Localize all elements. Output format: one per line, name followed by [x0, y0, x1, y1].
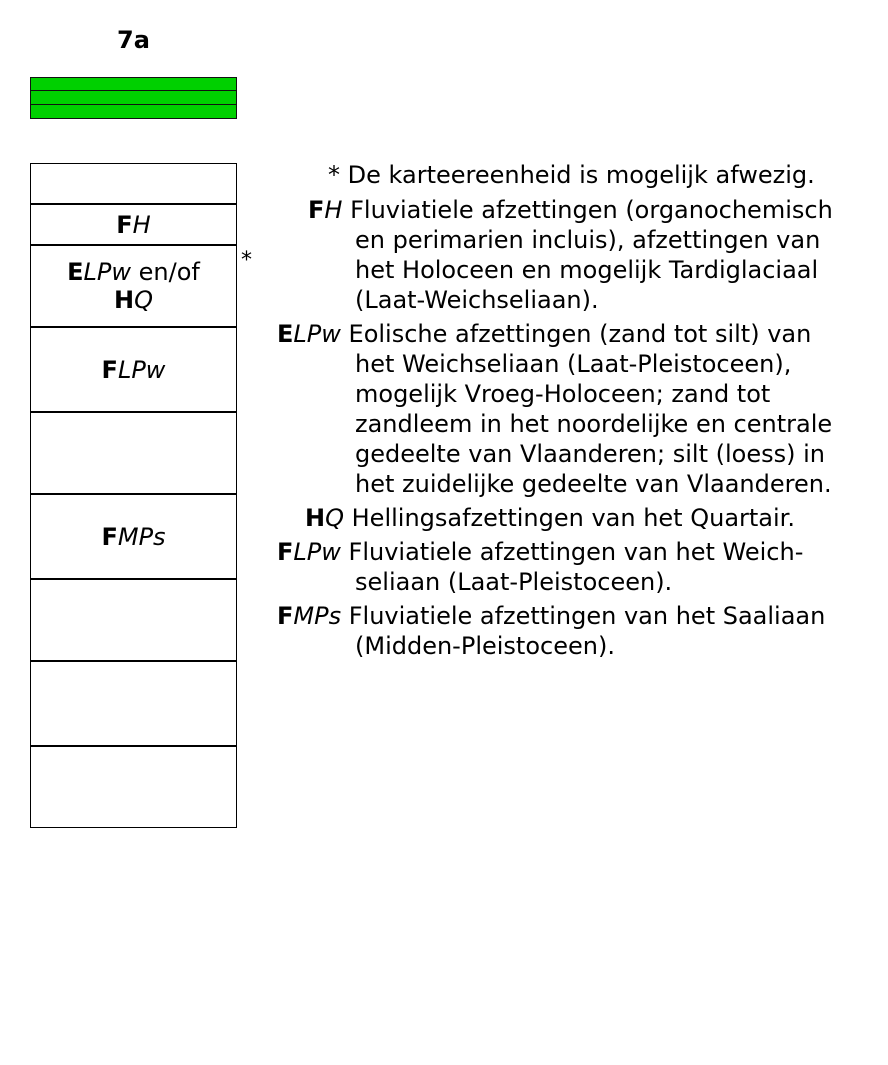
legend-4-line-0: Fluviatiele afzettingen van het Weich-	[348, 538, 804, 566]
legend-0-code: *	[328, 161, 340, 189]
layer-flpw-bold: F	[101, 355, 118, 384]
layer-hq-italic: Q	[134, 286, 153, 314]
legend-1-line-0: Fluviatiele afzettingen (organochemisch	[350, 196, 833, 224]
legend-2-line-5: het zuidelijke gedeelte van Vlaanderen.	[355, 470, 832, 498]
legend-4-bold: F	[277, 538, 294, 566]
surface-band-bottom	[30, 104, 237, 119]
layer-hq-bold: H	[114, 286, 135, 314]
absence-marker: *	[241, 248, 252, 273]
layer-flpw-italic: LPw	[117, 355, 166, 384]
layer-fh	[30, 203, 237, 246]
legend-4-italic: LPw	[293, 538, 341, 566]
legend-0-line-0: De karteereenheid is mogelijk afwezig.	[347, 161, 815, 189]
legend-5-italic: MPs	[293, 602, 342, 630]
legend-2-line-0: Eolische afzettingen (zand tot silt) van	[348, 320, 812, 348]
legend-3-bold: H	[305, 504, 326, 532]
legend-3-italic: Q	[325, 504, 344, 532]
surface-band-top	[30, 77, 237, 91]
legend-entry-elpw	[277, 319, 832, 499]
layer-7	[30, 578, 237, 662]
legend-5-line-1: (Midden-Pleistoceen).	[355, 632, 615, 660]
layer-fh-italic: H	[132, 210, 151, 239]
surface-band-middle	[30, 90, 237, 105]
legend-2-bold: E	[277, 320, 294, 348]
legend-2-line-1: het Weichseliaan (Laat-Pleistoceen),	[355, 350, 792, 378]
legend-entry-fh	[308, 195, 833, 315]
legend-1-line-2: het Holoceen en mogelijk Tardiglaciaal	[355, 256, 819, 284]
legend-2-line-3: zandleem in het noordelijke en centrale	[355, 410, 833, 438]
layer-flpw	[30, 326, 237, 413]
legend-2-line-2: mogelijk Vroeg-Holoceen; zand tot	[355, 380, 771, 408]
legend-5-line-0: Fluviatiele afzettingen van het Saaliaan	[348, 602, 826, 630]
layer-fmps-bold: F	[101, 522, 118, 551]
layer-5	[30, 411, 237, 495]
legend-entry-asterisk	[328, 160, 815, 190]
layer-elpw-bold: E	[67, 258, 84, 286]
layer-elpw-italic: LPw	[83, 258, 132, 286]
legend-2-italic: LPw	[293, 320, 341, 348]
legend-5-bold: F	[277, 602, 294, 630]
layer-9	[30, 745, 237, 828]
legend-3-line-0: Hellingsafzettingen van het Quartair.	[351, 504, 795, 532]
layer-fmps	[30, 493, 237, 580]
layer-elpw-extra: en/of	[131, 258, 200, 286]
legend-2-line-4: gedeelte van Vlaanderen; silt (loess) in	[355, 440, 825, 468]
legend-1-italic: H	[324, 196, 343, 224]
layer-fh-bold: F	[116, 210, 133, 239]
layer-1	[30, 163, 237, 205]
legend-entry-fmps	[277, 601, 825, 661]
legend-4-line-1: seliaan (Laat-Pleistoceen).	[355, 568, 673, 596]
layer-elpw-hq	[30, 244, 237, 328]
legend-1-line-1: en perimarien incluis), afzettingen van	[355, 226, 821, 254]
legend-1-line-3: (Laat-Weichseliaan).	[355, 286, 599, 314]
legend-entry-hq	[305, 503, 795, 533]
layer-fmps-italic: MPs	[117, 522, 166, 551]
legend-1-bold: F	[308, 196, 325, 224]
column-title: 7a	[117, 26, 150, 54]
legend-entry-flpw	[277, 537, 803, 597]
layer-8	[30, 660, 237, 747]
